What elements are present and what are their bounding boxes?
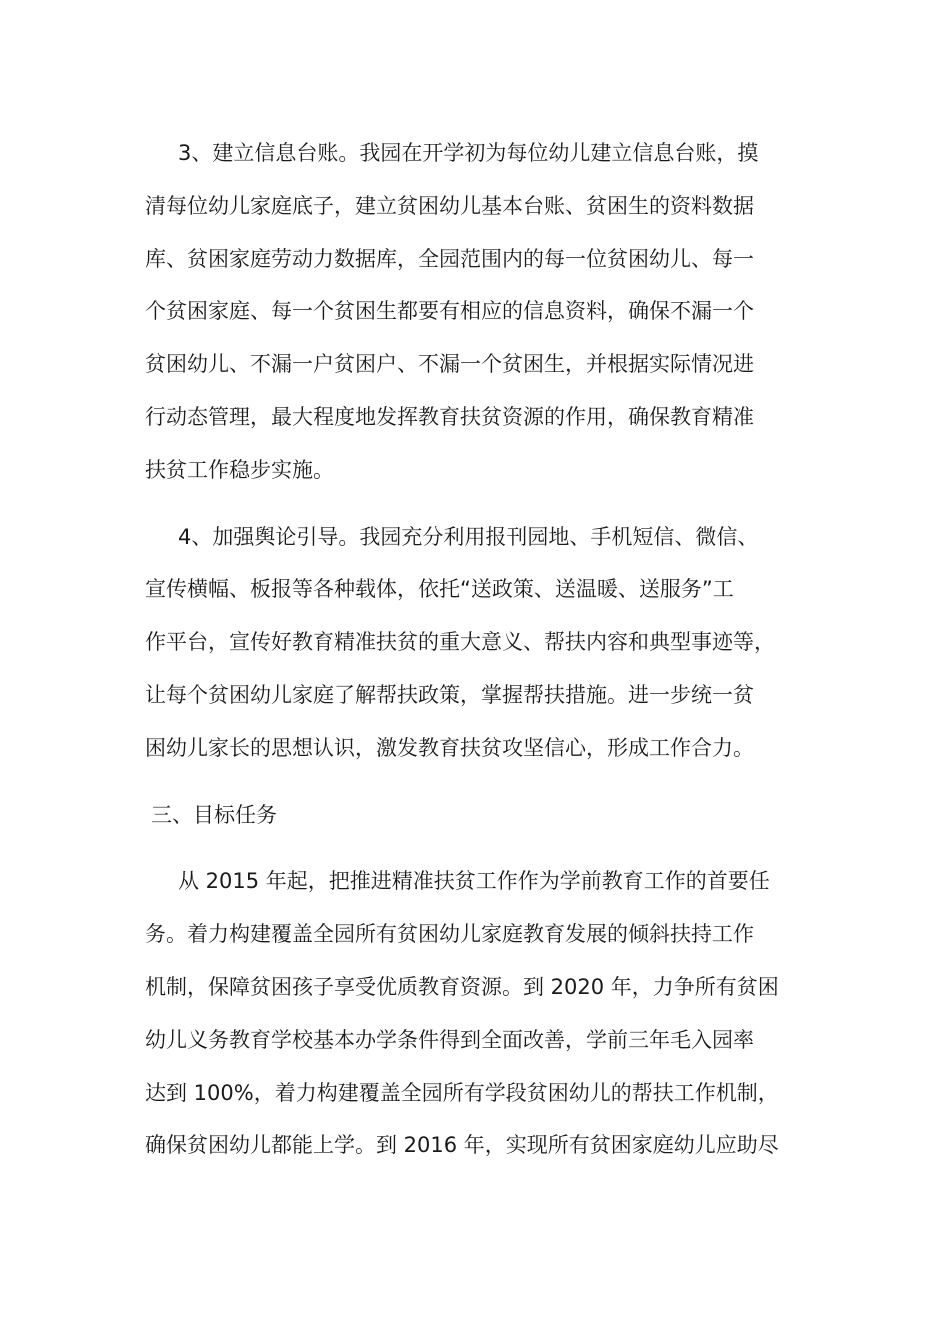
paragraph-spacer [145,775,810,789]
paragraph-line: 困幼儿家长的思想认识，激发教育扶贫攻坚信心，形成工作合力。 [145,735,754,760]
paragraph-line: 达到 100%，着力构建覆盖全园所有学段贫困幼儿的帮扶工作机制， [145,1080,779,1105]
paragraph-line: 作平台，宣传好教育精准扶贫的重大意义、帮扶内容和典型事迹等， [145,630,775,655]
document-page [145,127,810,1172]
paragraph-line: 个贫困家庭、每一个贫困生都要有相应的信息资料，确保不漏一个 [145,299,754,324]
paragraph-line: 从 2015 年起，把推进精准扶贫工作作为学前教育工作的首要任 [178,869,770,894]
paragraph-line: 让每个贫困幼儿家庭了解帮扶政策，掌握帮扶措施。进一步统一贫 [145,682,754,707]
paragraph-line: 行动态管理，最大程度地发挥教育扶贫资源的作用，确保教育精准 [145,404,754,429]
paragraph-line: 清每位幼儿家庭底子，建立贫困幼儿基本台账、贫困生的资料数据 [145,193,754,218]
paragraph-line: 务。着力构建覆盖全园所有贫困幼儿家庭教育发展的倾斜扶持工作 [145,922,754,947]
paragraph-public-opinion [145,511,810,775]
paragraph-line: 宣传横幅、板报等各种载体，依托“送政策、送温暖、送服务”工 [145,577,734,602]
paragraph-line: 贫困幼儿、不漏一户贫困户、不漏一个贫困生，并根据实际情况进 [145,352,754,377]
paragraph-line: 库、贫困家庭劳动力数据库，全园范围内的每一位贫困幼儿、每一 [145,246,754,271]
paragraph-line: 3、建立信息台账。我园在开学初为每位幼儿建立信息台账，摸 [178,141,759,165]
paragraph-spacer [145,841,810,855]
paragraph-spacer [145,497,810,511]
paragraph-info-ledger [145,127,810,497]
paragraph-line: 扶贫工作稳步实施。 [145,457,334,482]
paragraph-line: 4、加强舆论引导。我园充分利用报刊园地、手机短信、微信、 [178,524,759,549]
paragraph-line: 确保贫困幼儿都能上学。到 2016 年，实现所有贫困家庭幼儿应助尽 [145,1133,779,1158]
paragraph-line: 幼儿义务教育学校基本办学条件得到全面改善，学前三年毛入园率 [145,1027,754,1052]
paragraph-goals [145,855,810,1172]
paragraph-line: 机制，保障贫困孩子享受优质教育资源。到 2020 年，力争所有贫困 [145,974,779,999]
section-heading: 三、目标任务 [151,802,277,827]
